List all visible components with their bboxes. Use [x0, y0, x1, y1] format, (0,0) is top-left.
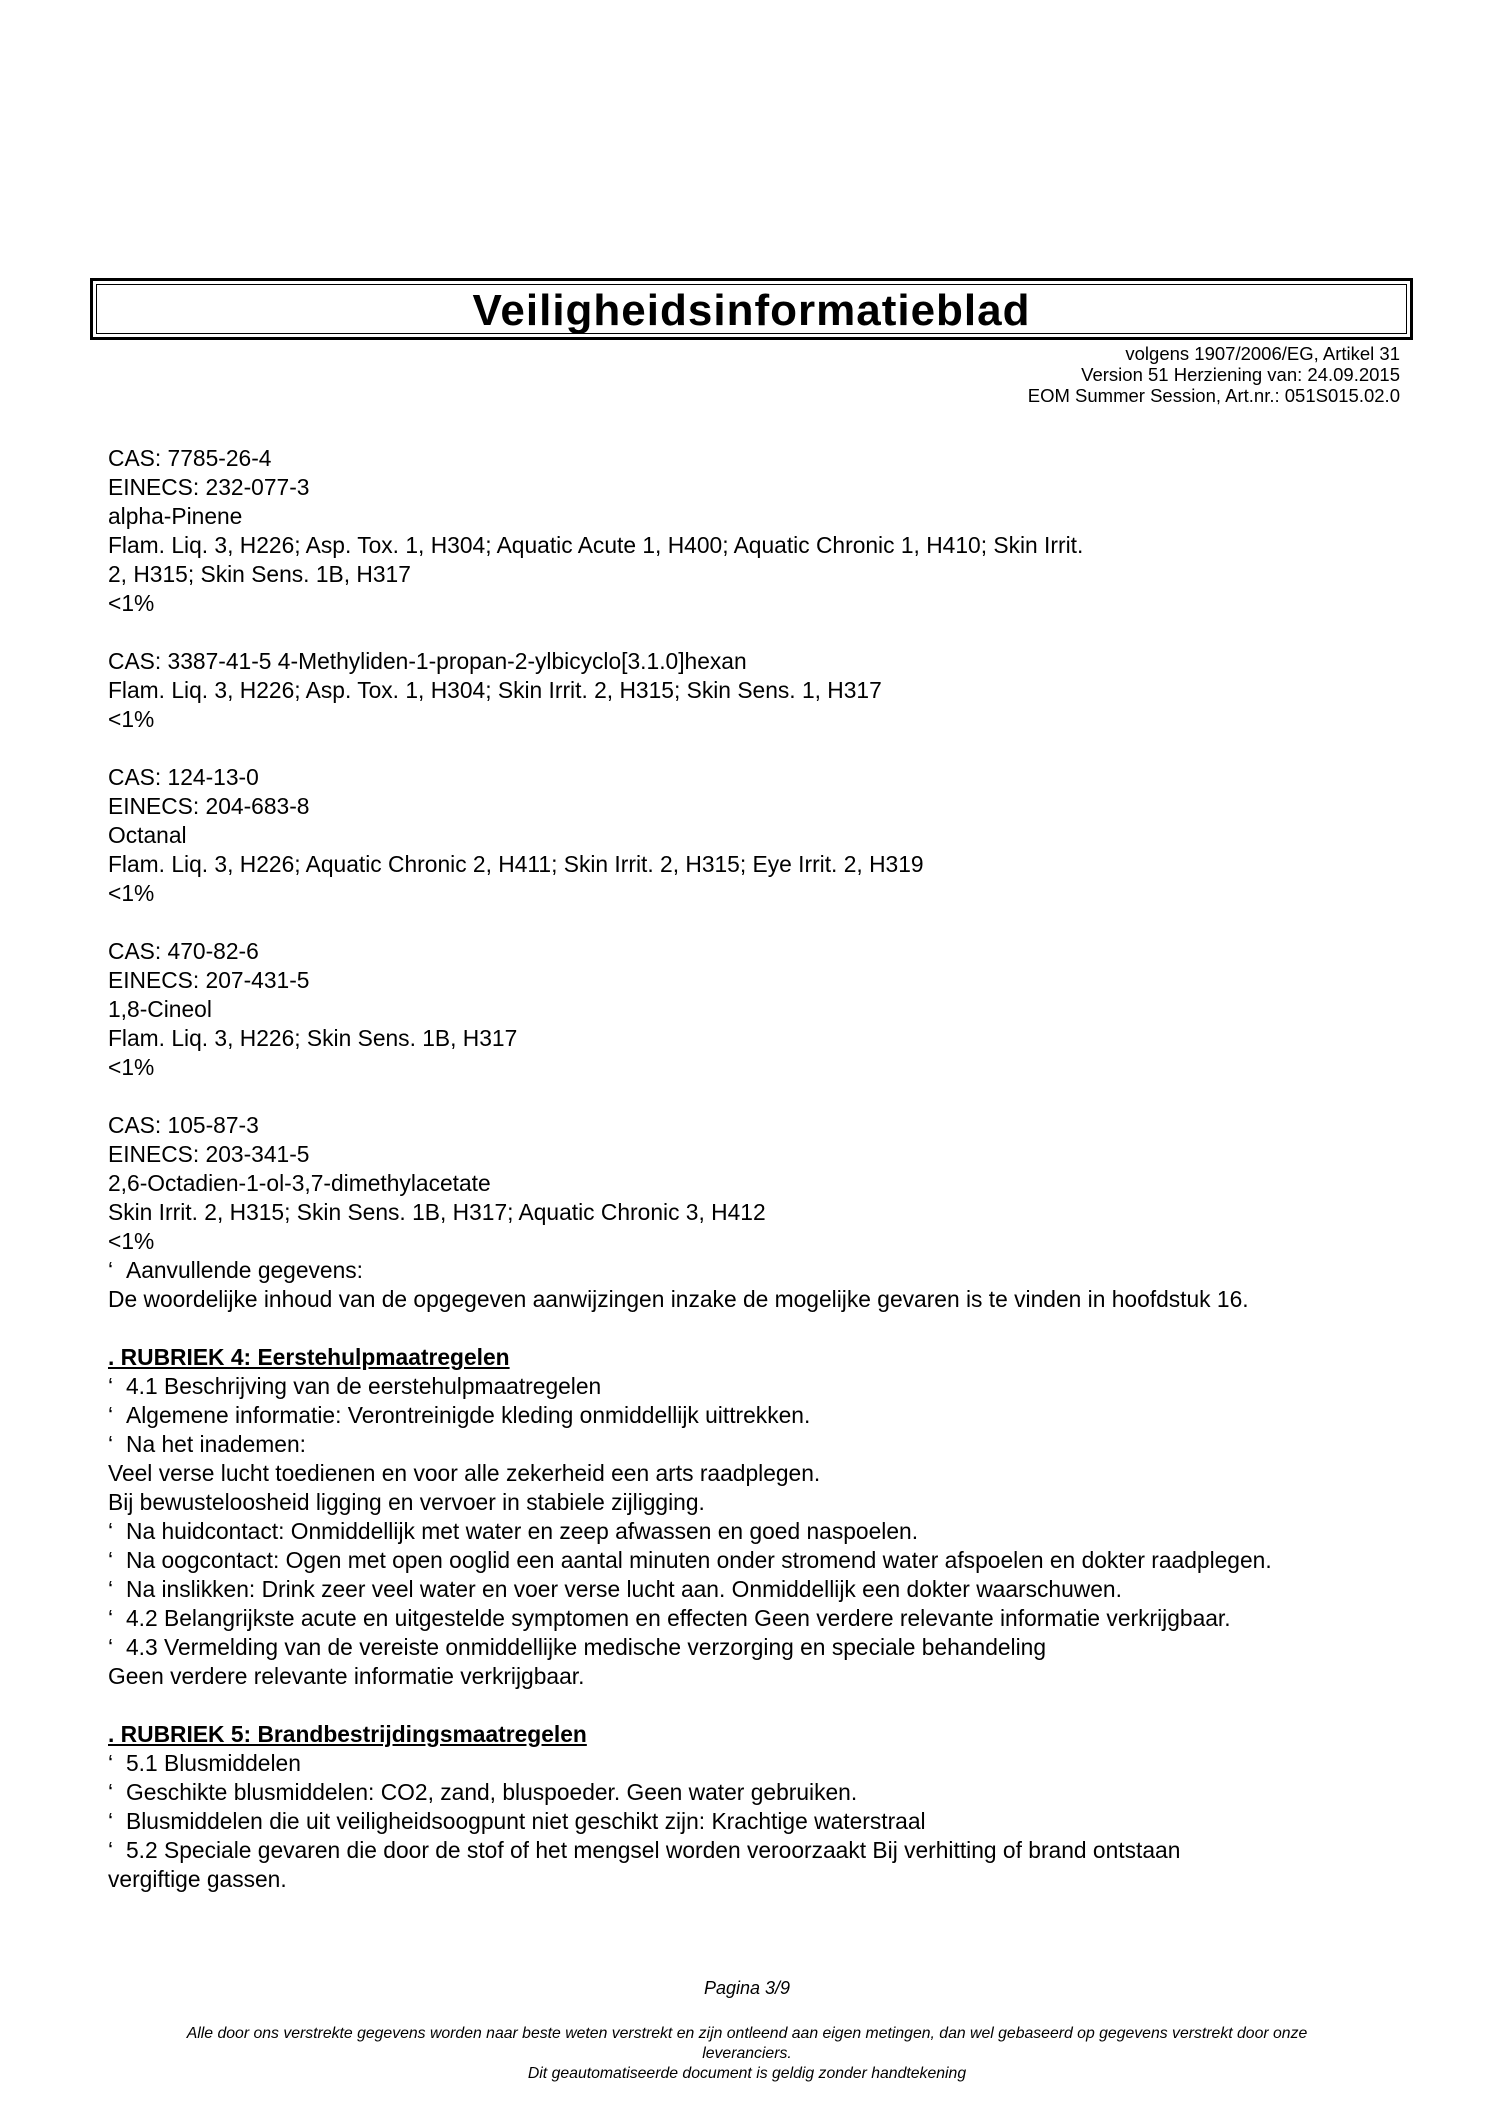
cas-number: CAS: 470-82-6	[108, 938, 259, 964]
bullet-mark: ‘	[108, 1837, 114, 1863]
disclaimer-line-1: Alle door ons verstrekte gegevens worden naar beste weten verstrekt en zijn ontleend aan eigen metingen, dan wel gebaseerd op gegevens verstrekt door onze	[186, 2025, 1308, 2042]
document-title: Veiligheidsinformatieblad	[472, 286, 1031, 335]
bullet-mark: ‘	[108, 1431, 114, 1457]
classification: Flam. Liq. 3, H226; Asp. Tox. 1, H304; Aquatic Acute 1, H400; Aquatic Chronic 1, H410; Skin Irrit.	[108, 532, 1084, 558]
bullet-mark: ‘	[108, 1634, 114, 1660]
extinguishing-media: ‘ 5.1 Blusmiddelen	[108, 1750, 301, 1776]
percentage: <1%	[108, 1054, 155, 1080]
inhalation-advice-2: Bij bewusteloosheid ligging en vervoer in stabiele zijligging.	[108, 1489, 705, 1515]
after-eye-contact: ‘ Na oogcontact: Ogen met open ooglid een aantal minuten onder stromend water afspoelen en dokter raadplegen.	[108, 1547, 1272, 1573]
substance-name: 1,8-Cineol	[108, 996, 212, 1022]
bullet-mark: ‘	[108, 1779, 114, 1805]
symptoms: ‘ 4.2 Belangrijkste acute en uitgestelde symptomen en effecten Geen verdere relevante informatie verkrijgbaar.	[108, 1605, 1231, 1631]
additional-info-text: De woordelijke inhoud van de opgegeven aanwijzingen inzake de mogelijke gevaren is te vinden in hoofdstuk 16.	[108, 1286, 1249, 1312]
classification: Flam. Liq. 3, H226; Asp. Tox. 1, H304; Skin Irrit. 2, H315; Skin Sens. 1, H317	[108, 677, 882, 703]
einecs-number: EINECS: 207-431-5	[108, 967, 310, 993]
inhalation-advice-1: Veel verse lucht toedienen en voor alle zekerheid een arts raadplegen.	[108, 1460, 821, 1486]
document-body	[108, 444, 1408, 1894]
medical-attention-info: Geen verdere relevante informatie verkrijgbaar.	[108, 1663, 585, 1689]
disclaimer-line-3: Dit geautomatiseerde document is geldig zonder handtekening	[527, 2065, 967, 2082]
cas-number: CAS: 105-87-3	[108, 1112, 259, 1138]
unsuitable-media: ‘ Blusmiddelen die uit veiligheidsoogpunt niet geschikt zijn: Krachtige waterstraal	[108, 1808, 926, 1834]
percentage: <1%	[108, 706, 155, 732]
percentage: <1%	[108, 1228, 155, 1254]
bullet-mark: ‘	[108, 1257, 114, 1283]
section-5-heading: . RUBRIEK 5: Brandbestrijdingsmaatregelen	[108, 1721, 587, 1747]
bullet-mark: ‘	[108, 1605, 114, 1631]
section-4-heading: . RUBRIEK 4: Eerstehulpmaatregelen	[108, 1344, 510, 1370]
substance-name: alpha-Pinene	[108, 503, 243, 529]
after-swallowing: ‘ Na inslikken: Drink zeer veel water en voer verse lucht aan. Onmiddellijk een dokter waarschuwen.	[108, 1576, 1122, 1602]
product-line: EOM Summer Session, Art.nr.: 051S015.02.0	[1027, 385, 1400, 406]
special-hazards: ‘ 5.2 Speciale gevaren die door de stof of het mengsel worden veroorzaakt Bij verhitting of brand ontstaan	[108, 1837, 1181, 1863]
classification: Flam. Liq. 3, H226; Skin Sens. 1B, H317	[108, 1025, 518, 1051]
percentage: <1%	[108, 880, 155, 906]
einecs-number: EINECS: 232-077-3	[108, 474, 310, 500]
suitable-media: ‘ Geschikte blusmiddelen: CO2, zand, bluspoeder. Geen water gebruiken.	[108, 1779, 858, 1805]
general-information: ‘ Algemene informatie: Verontreinigde kleding onmiddellijk uittrekken.	[108, 1402, 811, 1428]
page-number: Pagina 3/9	[703, 1978, 791, 1998]
bullet-mark: ‘	[108, 1547, 114, 1573]
title-box	[90, 278, 1413, 340]
classification-continued: 2, H315; Skin Sens. 1B, H317	[108, 561, 411, 587]
footer-disclaimer	[110, 2024, 1384, 2084]
bullet-mark: ‘	[108, 1373, 114, 1399]
bullet-mark: ‘	[108, 1808, 114, 1834]
regulation-line: volgens 1907/2006/EG, Artikel 31	[1125, 343, 1400, 364]
bullet-mark: ‘	[108, 1576, 114, 1602]
version-line: Version 51 Herziening van: 24.09.2015	[1081, 364, 1400, 385]
medical-attention: ‘ 4.3 Vermelding van de vereiste onmiddellijke medische verzorging en speciale behandeling	[108, 1634, 1047, 1660]
substance-entry	[108, 444, 1408, 618]
classification: Flam. Liq. 3, H226; Aquatic Chronic 2, H411; Skin Irrit. 2, H315; Eye Irrit. 2, H319	[108, 851, 924, 877]
substance-entry	[108, 647, 1408, 734]
after-skin-contact: ‘ Na huidcontact: Onmiddellijk met water en zeep afwassen en goed naspoelen.	[108, 1518, 919, 1544]
bullet-mark: ‘	[108, 1518, 114, 1544]
substance-entry	[108, 937, 1408, 1082]
document-meta	[1028, 343, 1400, 406]
additional-info-label: ‘ Aanvullende gegevens:	[108, 1257, 364, 1283]
classification: Skin Irrit. 2, H315; Skin Sens. 1B, H317; Aquatic Chronic 3, H412	[108, 1199, 766, 1225]
percentage: <1%	[108, 590, 155, 616]
substance-name: Octanal	[108, 822, 187, 848]
cas-number: CAS: 7785-26-4	[108, 445, 272, 471]
substance-entry	[108, 763, 1408, 908]
cas-number-and-name: CAS: 3387-41-5 4-Methyliden-1-propan-2-ylbicyclo[3.1.0]hexan	[108, 648, 747, 674]
einecs-number: EINECS: 203-341-5	[108, 1141, 310, 1167]
einecs-number: EINECS: 204-683-8	[108, 793, 310, 819]
after-inhalation: ‘ Na het inademen:	[108, 1431, 306, 1457]
bullet-mark: ‘	[108, 1750, 114, 1776]
special-hazards-continued: vergiftige gassen.	[108, 1866, 287, 1892]
substance-entry	[108, 1111, 1408, 1256]
disclaimer-line-2: leveranciers.	[702, 2045, 792, 2062]
bullet-mark: ‘	[108, 1402, 114, 1428]
cas-number: CAS: 124-13-0	[108, 764, 259, 790]
substance-name: 2,6-Octadien-1-ol-3,7-dimethylacetate	[108, 1170, 491, 1196]
first-aid-description: ‘ 4.1 Beschrijving van de eerstehulpmaatregelen	[108, 1373, 602, 1399]
